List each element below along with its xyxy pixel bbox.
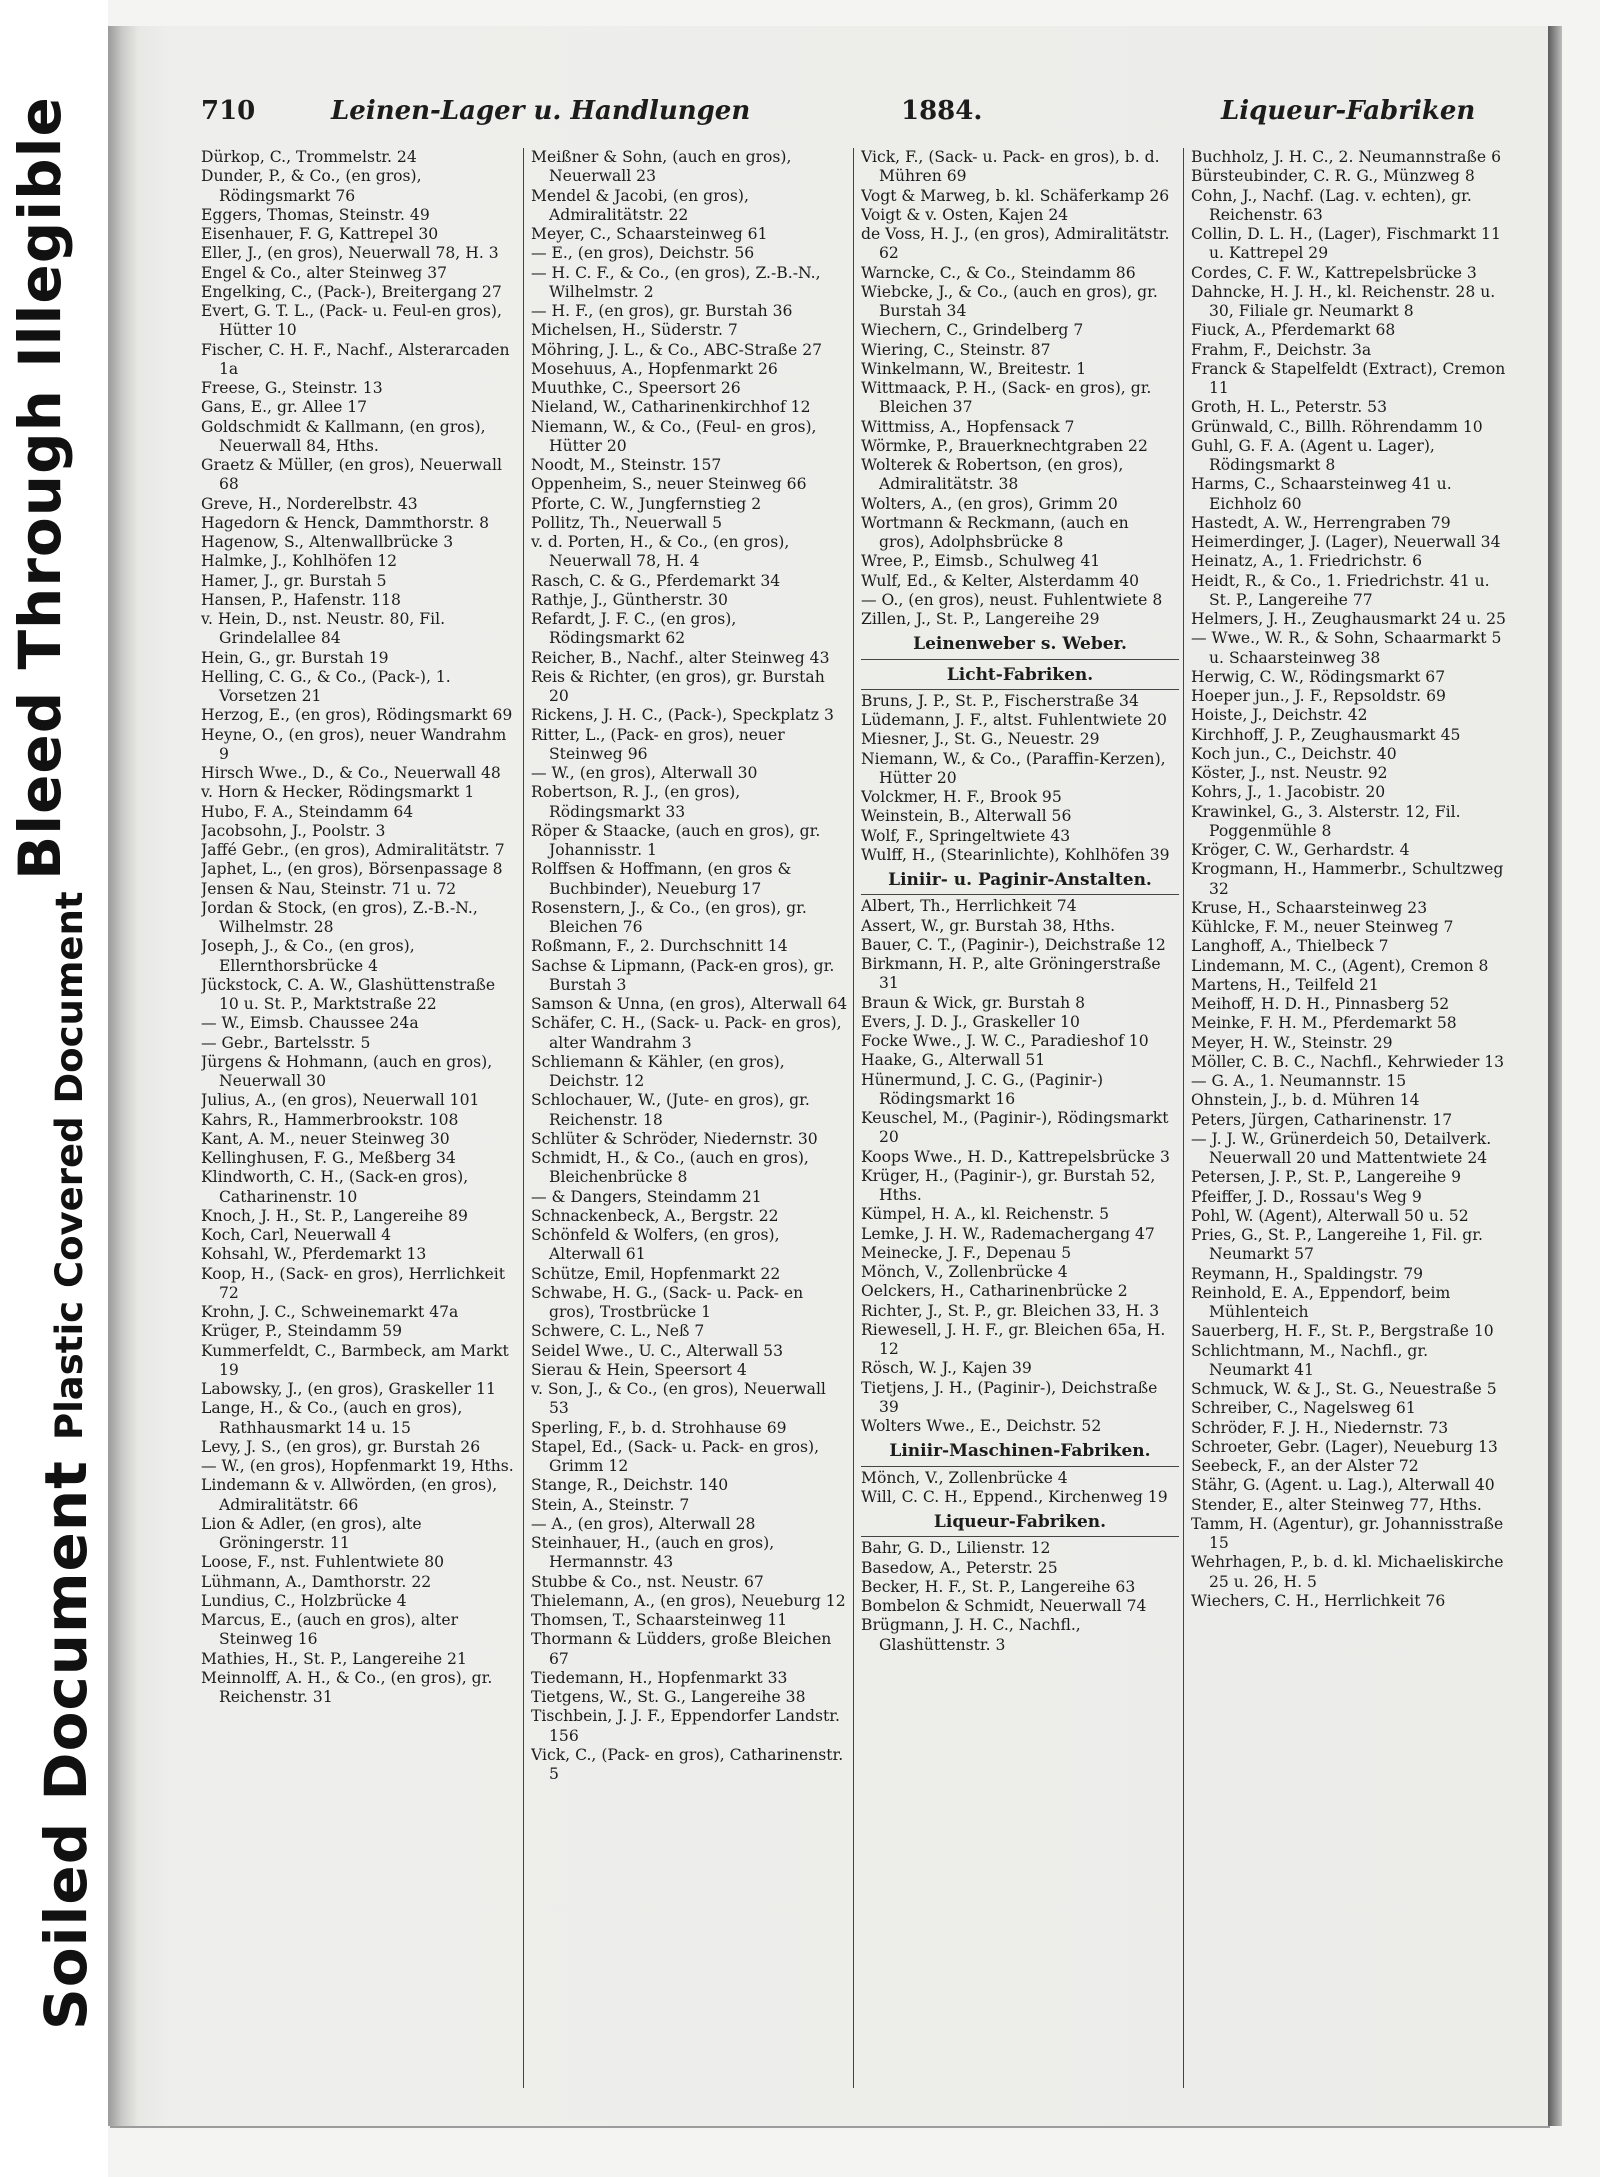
directory-entry: Bombelon & Schmidt, Neuerwall 74 xyxy=(861,1597,1147,1615)
directory-entry: Tischbein, J. J. F., Eppendorfer Landstr. 156 xyxy=(531,1707,840,1745)
directory-entry: Rasch, C. & G., Pferdemarkt 34 xyxy=(531,571,781,590)
directory-entry: Fiuck, A., Pferdemarkt 68 xyxy=(1191,321,1396,340)
directory-entry: Rösch, W. J., Kajen 39 xyxy=(861,1359,1032,1378)
scanned-page xyxy=(108,26,1548,2126)
directory-entry: Hünermund, J. C. G., (Paginir-) Rödingsmarkt 16 xyxy=(861,1070,1104,1108)
directory-entry: Riewesell, J. H. F., gr. Bleichen 65a, H. 12 xyxy=(861,1320,1166,1358)
directory-entry: Basedow, A., Peterstr. 25 xyxy=(861,1558,1058,1577)
directory-entry: Kohsahl, W., Pferdemarkt 13 xyxy=(201,1245,427,1264)
directory-entry: Stender, E., alter Steinweg 77, Hths. xyxy=(1191,1495,1482,1514)
entry-list xyxy=(861,692,1179,865)
directory-entry: — O., (en gros), neust. Fuhlentwiete 8 xyxy=(861,590,1163,609)
directory-entry: Levy, J. S., (en gros), gr. Burstah 26 xyxy=(201,1437,481,1456)
directory-entry: Kruse, H., Schaarsteinweg 23 xyxy=(1191,898,1428,917)
directory-entry: Krogmann, H., Hammerbr., Schultzweg 32 xyxy=(1191,860,1504,898)
directory-entry: Mosehuus, A., Hopfenmarkt 26 xyxy=(531,359,778,378)
directory-entry: Jordan & Stock, (en gros), Z.-B.-N., Wilhelmstr. 28 xyxy=(201,898,478,936)
directory-entry: v. Son, J., & Co., (en gros), Neuerwall 53 xyxy=(531,1380,826,1418)
directory-entry: Braun & Wick, gr. Burstah 8 xyxy=(861,993,1086,1012)
directory-entry: Warncke, C., & Co., Steindamm 86 xyxy=(861,263,1136,282)
directory-entry: Focke Wwe., J. W. C., Paradieshof 10 xyxy=(861,1032,1149,1050)
directory-entry: Mönch, V., Zollenbrücke 4 xyxy=(861,1263,1068,1281)
directory-entry: Röper & Staacke, (auch en gros), gr. Johannisstr. 1 xyxy=(531,821,821,859)
directory-entry: Cordes, C. F. W., Kattrepelsbrücke 3 xyxy=(1191,263,1477,282)
directory-entry: Jacobsohn, J., Poolstr. 3 xyxy=(201,821,386,840)
column-rule xyxy=(853,148,854,2088)
directory-entry: Helmers, J. H., Zeughausmarkt 24 u. 25 xyxy=(1191,610,1506,628)
directory-entry: Meihoff, H. D. H., Pinnasberg 52 xyxy=(1191,995,1450,1013)
directory-entry: Lundius, C., Holzbrücke 4 xyxy=(201,1591,407,1610)
directory-entry: Wörmke, P., Brauerknechtgraben 22 xyxy=(861,436,1148,455)
directory-entry: Jensen & Nau, Steinstr. 71 u. 72 xyxy=(201,879,457,898)
directory-entry: Mönch, V., Zollenbrücke 4 xyxy=(861,1468,1068,1487)
header-year: 1884. xyxy=(901,96,983,126)
directory-entry: Rosenstern, J., & Co., (en gros), gr. Bleichen 76 xyxy=(531,898,807,936)
directory-entry: Zillen, J., St. P., Langereihe 29 xyxy=(861,610,1100,628)
entry-list xyxy=(861,1469,1179,1508)
directory-entry: Möhring, J. L., & Co., ABC-Straße 27 xyxy=(531,340,823,359)
directory-entry: Thomsen, T., Schaarsteinweg 11 xyxy=(531,1611,788,1629)
directory-entry: Herwig, C. W., Rödingsmarkt 67 xyxy=(1191,667,1446,686)
directory-entry: Julius, A., (en gros), Neuerwall 101 xyxy=(201,1091,480,1110)
directory-entry: Tietjens, J. H., (Paginir-), Deichstraße 39 xyxy=(861,1378,1158,1416)
directory-entry: Kahrs, R., Hammerbrookstr. 108 xyxy=(201,1110,459,1129)
directory-entry: Frahm, F., Deichstr. 3a xyxy=(1191,340,1372,359)
directory-entry: Schütze, Emil, Hopfenmarkt 22 xyxy=(531,1264,781,1283)
directory-entry: Lemke, J. H. W., Rademachergang 47 xyxy=(861,1224,1155,1243)
directory-columns xyxy=(201,148,1521,2088)
directory-entry: Heimerdinger, J. (Lager), Neuerwall 34 xyxy=(1191,533,1501,551)
directory-entry: Wree, P., Eimsb., Schulweg 41 xyxy=(861,552,1101,571)
directory-entry: Kümpel, H. A., kl. Reichenstr. 5 xyxy=(861,1205,1110,1224)
directory-entry: Thormann & Lüdders, große Bleichen 67 xyxy=(531,1630,832,1668)
directory-entry: Koops Wwe., H. D., Kattrepelsbrücke 3 xyxy=(861,1147,1170,1166)
directory-entry: Dunder, P., & Co., (en gros), Rödingsmarkt 76 xyxy=(201,167,422,205)
directory-entry: Greve, H., Norderelbstr. 43 xyxy=(201,494,418,513)
section-heading-weber: Leinenweber s. Weber. xyxy=(861,635,1179,659)
directory-entry: Oppenheim, S., neuer Steinweg 66 xyxy=(531,475,807,494)
directory-entry: Thielemann, A., (en gros), Neueburg 12 xyxy=(531,1591,846,1610)
directory-entry: Wolf, F., Springeltwiete 43 xyxy=(861,826,1071,845)
directory-entry: Kühlcke, F. M., neuer Steinweg 7 xyxy=(1191,918,1454,936)
directory-entry: Koop, H., (Sack- en gros), Herrlichkeit 72 xyxy=(201,1264,506,1302)
directory-entry: Meinnolff, A. H., & Co., (en gros), gr. Reichenstr. 31 xyxy=(201,1668,493,1706)
directory-entry: — A., (en gros), Alterwall 28 xyxy=(531,1514,756,1533)
directory-entry: Weinstein, B., Alterwall 56 xyxy=(861,807,1072,826)
directory-entry: Koch jun., C., Deichstr. 40 xyxy=(1191,744,1397,763)
directory-entry: Samson & Unna, (en gros), Alterwall 64 xyxy=(531,995,848,1013)
entry-list xyxy=(861,1539,1179,1655)
directory-entry: Gans, E., gr. Allee 17 xyxy=(201,398,368,417)
directory-entry: Wittmiss, A., Hopfensack 7 xyxy=(861,417,1075,436)
directory-entry: Krawinkel, G., 3. Alsterstr. 12, Fil. Poggenmühle 8 xyxy=(1191,802,1461,840)
section-heading-liqueur: Liqueur-Fabriken. xyxy=(861,1513,1179,1537)
directory-entry: Albert, Th., Herrlichkeit 74 xyxy=(861,897,1077,916)
directory-entry: Bruns, J. P., St. P., Fischerstraße 34 xyxy=(861,691,1139,710)
directory-entry: Evert, G. T. L., (Pack- u. Feul-en gros), Hütter 10 xyxy=(201,302,502,340)
directory-entry: Seebeck, F., an der Alster 72 xyxy=(1191,1457,1419,1475)
directory-entry: Herzog, E., (en gros), Rödingsmarkt 69 xyxy=(201,706,513,725)
section-heading-licht: Licht-Fabriken. xyxy=(861,666,1179,690)
directory-entry: Collin, D. L. H., (Lager), Fischmarkt 11 u. Kattrepel 29 xyxy=(1191,225,1501,263)
directory-entry: Heinatz, A., 1. Friedrichstr. 6 xyxy=(1191,552,1423,571)
directory-entry: Hansen, P., Hafenstr. 118 xyxy=(201,590,401,609)
plastic-covered-stamp: Plastic Covered Document xyxy=(48,891,91,1440)
directory-entry: Pohl, W. (Agent), Alterwall 50 u. 52 xyxy=(1191,1206,1469,1225)
directory-entry: Guhl, G. F. A. (Agent u. Lager), Rödingsmarkt 8 xyxy=(1191,436,1435,474)
directory-entry: Lange, H., & Co., (auch en gros), Rathhausmarkt 14 u. 15 xyxy=(201,1399,463,1437)
directory-entry: Schmuck, W. & J., St. G., Neuestraße 5 xyxy=(1191,1380,1497,1398)
page-edge xyxy=(1548,26,1562,2126)
column-1 xyxy=(201,148,519,2088)
directory-entry: Schlüter & Schröder, Niedernstr. 30 xyxy=(531,1129,818,1148)
directory-entry: Groth, H. L., Peterstr. 53 xyxy=(1191,398,1387,417)
directory-entry: Nieland, W., Catharinenkirchhof 12 xyxy=(531,398,811,417)
directory-entry: Niemann, W., & Co., (Paraffin-Kerzen), Hütter 20 xyxy=(861,749,1166,787)
directory-entry: Birkmann, H. P., alte Gröningerstraße 31 xyxy=(861,955,1161,993)
directory-entry: Eisenhauer, F. G, Kattrepel 30 xyxy=(201,225,439,243)
directory-entry: Graetz & Müller, (en gros), Neuerwall 68 xyxy=(201,456,502,494)
directory-entry: — W., (en gros), Hopfenmarkt 19, Hths. xyxy=(201,1457,514,1475)
directory-entry: Kröger, C. W., Gerhardstr. 4 xyxy=(1191,841,1410,859)
directory-entry: Hamer, J., gr. Burstah 5 xyxy=(201,571,387,590)
directory-entry: Reinhold, E. A., Eppendorf, beim Mühlenteich xyxy=(1191,1283,1451,1321)
directory-entry: Labowsky, J., (en gros), Graskeller 11 xyxy=(201,1380,496,1398)
directory-entry: Heidt, R., & Co., 1. Friedrichstr. 41 u. St. P., Langereihe 77 xyxy=(1191,571,1490,609)
directory-entry: Krohn, J. C., Schweinemarkt 47a xyxy=(201,1303,459,1321)
directory-entry: Sachse & Lipmann, (Pack-en gros), gr. Burstah 3 xyxy=(531,956,835,994)
directory-entry: Heyne, O., (en gros), neuer Wandrahm 9 xyxy=(201,725,507,763)
page-header xyxy=(201,96,1511,140)
directory-entry: Tamm, H. (Agentur), gr. Johannisstraße 15 xyxy=(1191,1514,1504,1552)
directory-entry: Hagenow, S., Altenwallbrücke 3 xyxy=(201,533,454,551)
directory-entry: Ohnstein, J., b. d. Mühren 14 xyxy=(1191,1091,1420,1110)
directory-entry: v. d. Porten, H., & Co., (en gros), Neuerwall 78, H. 4 xyxy=(531,533,790,571)
section-heading-maschinen: Liniir-Maschinen-Fabriken. xyxy=(861,1442,1179,1466)
directory-entry: Will, C. C. H., Eppend., Kirchenweg 19 xyxy=(861,1487,1168,1506)
directory-entry: Winkelmann, W., Breitestr. 1 xyxy=(861,359,1087,378)
directory-entry: Wehrhagen, P., b. d. kl. Michaeliskirche 25 u. 26, H. 5 xyxy=(1191,1553,1504,1591)
directory-entry: Reis & Richter, (en gros), gr. Burstah 20 xyxy=(531,667,825,705)
directory-entry: Fischer, C. H. F., Nachf., Alsterarcaden 1a xyxy=(201,340,510,378)
directory-entry: — Wwe., W. R., & Sohn, Schaarmarkt 5 u. Schaarsteinweg 38 xyxy=(1191,629,1502,667)
directory-entry: Buchholz, J. H. C., 2. Neumannstraße 6 xyxy=(1191,148,1502,166)
directory-entry: Rolffsen & Hoffmann, (en gros & Buchbinder), Neueburg 17 xyxy=(531,860,792,898)
directory-entry: Robertson, R. J., (en gros), Rödingsmarkt 33 xyxy=(531,783,741,821)
directory-entry: Kirchhoff, J. P., Zeughausmarkt 45 xyxy=(1191,725,1461,744)
directory-entry: Schlichtmann, M., Nachfl., gr. Neumarkt 41 xyxy=(1191,1341,1429,1379)
directory-entry: Joseph, J., & Co., (en gros), Ellernthorsbrücke 4 xyxy=(201,937,415,975)
directory-entry: Meinecke, J. F., Depenau 5 xyxy=(861,1243,1072,1262)
directory-entry: Lion & Adler, (en gros), alte Gröningerstr. 11 xyxy=(201,1514,422,1552)
column-2 xyxy=(531,148,849,2088)
directory-entry: Sauerberg, H. F., St. P., Bergstraße 10 xyxy=(1191,1322,1494,1341)
directory-entry: Noodt, M., Steinstr. 157 xyxy=(531,456,722,474)
directory-entry: Grünwald, C., Billh. Röhrendamm 10 xyxy=(1191,417,1483,436)
directory-entry: Bahr, G. D., Lilienstr. 12 xyxy=(861,1539,1051,1558)
directory-entry: Koch, Carl, Neuerwall 4 xyxy=(201,1226,391,1244)
entry-list xyxy=(861,148,1179,629)
directory-entry: Petersen, J. P., St. P., Langereihe 9 xyxy=(1191,1168,1462,1187)
directory-entry: Wolters Wwe., E., Deichstr. 52 xyxy=(861,1417,1102,1435)
directory-entry: — G. A., 1. Neumannstr. 15 xyxy=(1191,1072,1407,1090)
directory-entry: Peters, Jürgen, Catharinenstr. 17 xyxy=(1191,1110,1453,1129)
directory-entry: Martens, H., Teilfeld 21 xyxy=(1191,975,1379,994)
directory-entry: — & Dangers, Steindamm 21 xyxy=(531,1187,762,1206)
directory-entry: — H. F., (en gros), gr. Burstah 36 xyxy=(531,302,793,320)
directory-entry: Meyer, C., Schaarsteinweg 61 xyxy=(531,225,768,243)
directory-entry: Jückstock, C. A. W., Glashüttenstraße 10 u. St. P., Marktstraße 22 xyxy=(201,975,496,1013)
directory-entry: Klindworth, C. H., (Sack-en gros), Catharinenstr. 10 xyxy=(201,1168,469,1206)
directory-entry: v. Hein, D., nst. Neustr. 80, Fil. Grindelallee 84 xyxy=(201,610,446,648)
directory-entry: Brügmann, J. H. C., Nachfl., Glashüttenstr. 3 xyxy=(861,1616,1081,1654)
directory-entry: Schwere, C. L., Neß 7 xyxy=(531,1322,705,1341)
section-heading-liniir: Liniir- u. Paginir-Anstalten. xyxy=(861,871,1179,895)
directory-entry: — W., Eimsb. Chaussee 24a xyxy=(201,1014,419,1033)
directory-entry: Michelsen, H., Süderstr. 7 xyxy=(531,321,738,340)
directory-entry: Bürsteubinder, C. R. G., Münzweg 8 xyxy=(1191,167,1475,186)
directory-entry: Pollitz, Th., Neuerwall 5 xyxy=(531,513,723,532)
directory-entry: Refardt, J. F. C., (en gros), Rödingsmarkt 62 xyxy=(531,610,737,648)
directory-entry: Kummerfeldt, C., Barmbeck, am Markt 19 xyxy=(201,1341,509,1379)
directory-entry: Stein, A., Steinstr. 7 xyxy=(531,1495,690,1514)
directory-entry: Jaffé Gebr., (en gros), Admiralitätstr. 7 xyxy=(201,841,505,859)
bleed-through-stamp: Bleed Through Illegible xyxy=(6,96,74,880)
directory-entry: Schliemann & Kähler, (en gros), Deichstr. 12 xyxy=(531,1052,785,1090)
directory-entry: Lindemann, M. C., (Agent), Cremon 8 xyxy=(1191,956,1489,975)
directory-entry: Freese, G., Steinstr. 13 xyxy=(201,379,383,397)
directory-entry: Mendel & Jacobi, (en gros), Admiralitätstr. 22 xyxy=(531,186,749,224)
directory-entry: — W., (en gros), Alterwall 30 xyxy=(531,764,758,782)
directory-entry: Haake, G., Alterwall 51 xyxy=(861,1051,1046,1070)
directory-entry: Reicher, B., Nachf., alter Steinweg 43 xyxy=(531,648,830,667)
directory-entry: Lühmann, A., Damthorstr. 22 xyxy=(201,1572,432,1591)
directory-entry: Vogt & Marweg, b. kl. Schäferkamp 26 xyxy=(861,186,1170,205)
directory-entry: Wulff, H., (Stearinlichte), Kohlhöfen 39 xyxy=(861,845,1170,864)
directory-entry: Steinhauer, H., (auch en gros), Hermannstr. 43 xyxy=(531,1534,775,1572)
directory-entry: — E., (en gros), Deichstr. 56 xyxy=(531,244,755,263)
directory-entry: Harms, C., Schaarsteinweg 41 u. Eichholz 60 xyxy=(1191,475,1452,513)
directory-entry: Langhoff, A., Thielbeck 7 xyxy=(1191,937,1389,956)
directory-entry: Pries, G., St. P., Langereihe 1, Fil. gr. Neumarkt 57 xyxy=(1191,1226,1483,1264)
stamp-strip xyxy=(0,0,108,2177)
directory-entry: — H. C. F., & Co., (en gros), Z.-B.-N., Wilhelmstr. 2 xyxy=(531,263,821,301)
directory-entry: Niemann, W., & Co., (Feul- en gros), Hütter 20 xyxy=(531,417,817,455)
directory-entry: Hirsch Wwe., D., & Co., Neuerwall 48 xyxy=(201,764,501,782)
directory-entry: Stange, R., Deichstr. 140 xyxy=(531,1476,729,1495)
header-left-title: Leinen-Lager u. Handlungen xyxy=(331,96,751,126)
directory-entry: Schlochauer, W., (Jute- en gros), gr. Reichenstr. 18 xyxy=(531,1091,810,1129)
directory-entry: Engelking, C., (Pack-), Breitergang 27 xyxy=(201,282,502,301)
directory-entry: Schreiber, C., Nagelsweg 61 xyxy=(1191,1399,1416,1418)
directory-entry: Japhet, L., (en gros), Börsenpassage 8 xyxy=(201,860,503,879)
directory-entry: Vick, C., (Pack- en gros), Catharinenstr. 5 xyxy=(531,1745,844,1783)
directory-entry: Oelckers, H., Catharinenbrücke 2 xyxy=(861,1282,1128,1301)
directory-entry: Köster, J., nst. Neustr. 92 xyxy=(1191,764,1388,782)
directory-entry: Wittmaack, P. H., (Sack- en gros), gr. Bleichen 37 xyxy=(861,379,1152,417)
directory-entry: Schnackenbeck, A., Bergstr. 22 xyxy=(531,1206,779,1225)
directory-entry: Schwabe, H. G., (Sack- u. Pack- en gros), Trostbrücke 1 xyxy=(531,1283,804,1321)
directory-entry: Hastedt, A. W., Herrengraben 79 xyxy=(1191,513,1451,532)
directory-entry: Hubo, F. A., Steindamm 64 xyxy=(201,802,414,821)
directory-entry: Helling, C. G., & Co., (Pack-), 1. Vorsetzen 21 xyxy=(201,667,451,705)
column-rule xyxy=(523,148,524,2088)
directory-entry: Stubbe & Co., nst. Neustr. 67 xyxy=(531,1572,764,1591)
directory-entry: Stähr, G. (Agent. u. Lag.), Alterwall 40 xyxy=(1191,1476,1495,1495)
soiled-document-stamp: Soiled Document xyxy=(32,1460,100,2030)
directory-entry: Kant, A. M., neuer Steinweg 30 xyxy=(201,1129,450,1148)
directory-entry: Voigt & v. Osten, Kajen 24 xyxy=(861,205,1069,224)
directory-entry: Vick, F., (Sack- u. Pack- en gros), b. d. Mühren 69 xyxy=(861,148,1160,186)
directory-entry: Schönfeld & Wolfers, (en gros), Alterwall 61 xyxy=(531,1226,780,1264)
directory-entry: Wolterek & Robertson, (en gros), Admiralitätstr. 38 xyxy=(861,456,1124,494)
directory-entry: Wiering, C., Steinstr. 87 xyxy=(861,340,1051,359)
directory-entry: Wiebcke, J., & Co., (auch en gros), gr. Burstah 34 xyxy=(861,282,1158,320)
directory-entry: de Voss, H. J., (en gros), Admiralitätstr. 62 xyxy=(861,225,1170,263)
directory-entry: — Gebr., Bartelsstr. 5 xyxy=(201,1033,371,1052)
directory-entry: Hoeper jun., J. F., Repsoldstr. 69 xyxy=(1191,687,1446,705)
directory-entry: Wiechers, C. H., Herrlichkeit 76 xyxy=(1191,1591,1446,1610)
directory-entry: Stapel, Ed., (Sack- u. Pack- en gros), Grimm 12 xyxy=(531,1437,820,1475)
directory-entry: Kohrs, J., 1. Jacobistr. 20 xyxy=(1191,783,1386,802)
directory-entry: Knoch, J. H., St. P., Langereihe 89 xyxy=(201,1206,468,1225)
directory-entry: Keuschel, M., (Paginir-), Rödingsmarkt 20 xyxy=(861,1109,1169,1147)
directory-entry: Wiechern, C., Grindelberg 7 xyxy=(861,321,1084,340)
page-number: 710 xyxy=(201,96,256,126)
directory-entry: Möller, C. B. C., Nachfl., Kehrwieder 13 xyxy=(1191,1052,1505,1071)
column-rule xyxy=(1183,148,1184,2088)
directory-entry: Mathies, H., St. P., Langereihe 21 xyxy=(201,1649,467,1668)
directory-entry: Engel & Co., alter Steinweg 37 xyxy=(201,263,448,282)
directory-entry: Pforte, C. W., Jungfernstieg 2 xyxy=(531,494,762,513)
directory-entry: Dürkop, C., Trommelstr. 24 xyxy=(201,148,417,166)
directory-entry: Schäfer, C. H., (Sack- u. Pack- en gros), alter Wandrahm 3 xyxy=(531,1014,842,1052)
directory-entry: Hagedorn & Henck, Dammthorstr. 8 xyxy=(201,513,490,532)
directory-entry: Meyer, H. W., Steinstr. 29 xyxy=(1191,1033,1393,1052)
directory-entry: Schroeter, Gebr. (Lager), Neueburg 13 xyxy=(1191,1437,1498,1456)
directory-entry: Dahncke, H. J. H., kl. Reichenstr. 28 u. 30, Filiale gr. Neumarkt 8 xyxy=(1191,282,1496,320)
directory-entry: Ritter, L., (Pack- en gros), neuer Steinweg 96 xyxy=(531,725,785,763)
directory-entry: Marcus, E., (auch en gros), alter Steinweg 16 xyxy=(201,1611,459,1649)
column-3 xyxy=(861,148,1179,2088)
directory-entry: Eggers, Thomas, Steinstr. 49 xyxy=(201,205,430,224)
directory-entry: Halmke, J., Kohlhöfen 12 xyxy=(201,552,398,571)
directory-entry: Jürgens & Hohmann, (auch en gros), Neuerwall 30 xyxy=(201,1052,493,1090)
directory-entry: Wolters, A., (en gros), Grimm 20 xyxy=(861,494,1118,513)
directory-entry: Schröder, F. J. H., Niedernstr. 73 xyxy=(1191,1418,1449,1437)
directory-entry: Tiedemann, H., Hopfenmarkt 33 xyxy=(531,1668,788,1687)
directory-entry: Lüdemann, J. F., altst. Fuhlentwiete 20 xyxy=(861,711,1167,729)
directory-entry: Rickens, J. H. C., (Pack-), Speckplatz 3 xyxy=(531,706,834,725)
directory-entry: Becker, H. F., St. P., Langereihe 63 xyxy=(861,1577,1136,1596)
directory-entry: Franck & Stapelfeldt (Extract), Cremon 11 xyxy=(1191,359,1506,397)
directory-entry: Hein, G., gr. Burstah 19 xyxy=(201,648,389,667)
directory-entry: Seidel Wwe., U. C., Alterwall 53 xyxy=(531,1341,784,1360)
directory-entry: — J. J. W., Grünerdeich 50, Detailverk. Neuerwall 20 und Mattentwiete 24 xyxy=(1191,1129,1492,1167)
directory-entry: Sperling, F., b. d. Strohhause 69 xyxy=(531,1418,787,1437)
directory-entry: Sierau & Hein, Speersort 4 xyxy=(531,1360,747,1379)
directory-entry: Wortmann & Reckmann, (auch en gros), Adolphsbrücke 8 xyxy=(861,513,1129,551)
directory-entry: Loose, F., nst. Fuhlentwiete 80 xyxy=(201,1553,445,1572)
directory-entry: Goldschmidt & Kallmann, (en gros), Neuerwall 84, Hths. xyxy=(201,417,486,455)
directory-entry: Cohn, J., Nachf. (Lag. v. echten), gr. Reichenstr. 63 xyxy=(1191,186,1472,224)
directory-entry: Rathje, J., Güntherstr. 30 xyxy=(531,590,728,609)
column-4 xyxy=(1191,148,1509,2088)
entry-list xyxy=(861,897,1179,1436)
directory-entry: Roßmann, F., 2. Durchschnitt 14 xyxy=(531,937,788,956)
directory-entry: Krüger, H., (Paginir-), gr. Burstah 52, Hths. xyxy=(861,1166,1156,1204)
directory-entry: Krüger, P., Steindamm 59 xyxy=(201,1322,403,1341)
directory-entry: Wulf, Ed., & Kelter, Alsterdamm 40 xyxy=(861,571,1140,590)
directory-entry: Kellinghusen, F. G., Meßberg 34 xyxy=(201,1149,456,1167)
directory-entry: Hoiste, J., Deichstr. 42 xyxy=(1191,706,1368,725)
directory-entry: Pfeiffer, J. D., Rossau's Weg 9 xyxy=(1191,1187,1422,1206)
directory-entry: Eller, J., (en gros), Neuerwall 78, H. 3 xyxy=(201,244,499,263)
directory-entry: Tietgens, W., St. G., Langereihe 38 xyxy=(531,1688,806,1706)
directory-entry: Assert, W., gr. Burstah 38, Hths. xyxy=(861,916,1116,935)
directory-entry: Richter, J., St. P., gr. Bleichen 33, H. 3 xyxy=(861,1301,1160,1320)
directory-entry: Bauer, C. T., (Paginir-), Deichstraße 12 xyxy=(861,935,1166,954)
directory-entry: Muuthke, C., Speersort 26 xyxy=(531,379,741,397)
directory-entry: Lindemann & v. Allwörden, (en gros), Admiralitätstr. 66 xyxy=(201,1476,498,1514)
directory-entry: Evers, J. D. J., Graskeller 10 xyxy=(861,1012,1080,1031)
directory-entry: Volckmer, H. F., Brook 95 xyxy=(861,788,1062,806)
directory-entry: Meinke, F. H. M., Pferdemarkt 58 xyxy=(1191,1014,1457,1033)
directory-entry: Meißner & Sohn, (auch en gros), Neuerwall 23 xyxy=(531,148,792,186)
header-right-title: Liqueur-Fabriken xyxy=(1221,96,1476,126)
directory-entry: Schmidt, H., & Co., (auch en gros), Bleichenbrücke 8 xyxy=(531,1149,809,1187)
directory-entry: v. Horn & Hecker, Rödingsmarkt 1 xyxy=(201,783,475,802)
directory-entry: Miesner, J., St. G., Neuestr. 29 xyxy=(861,730,1100,749)
directory-entry: Reymann, H., Spaldingstr. 79 xyxy=(1191,1264,1424,1283)
